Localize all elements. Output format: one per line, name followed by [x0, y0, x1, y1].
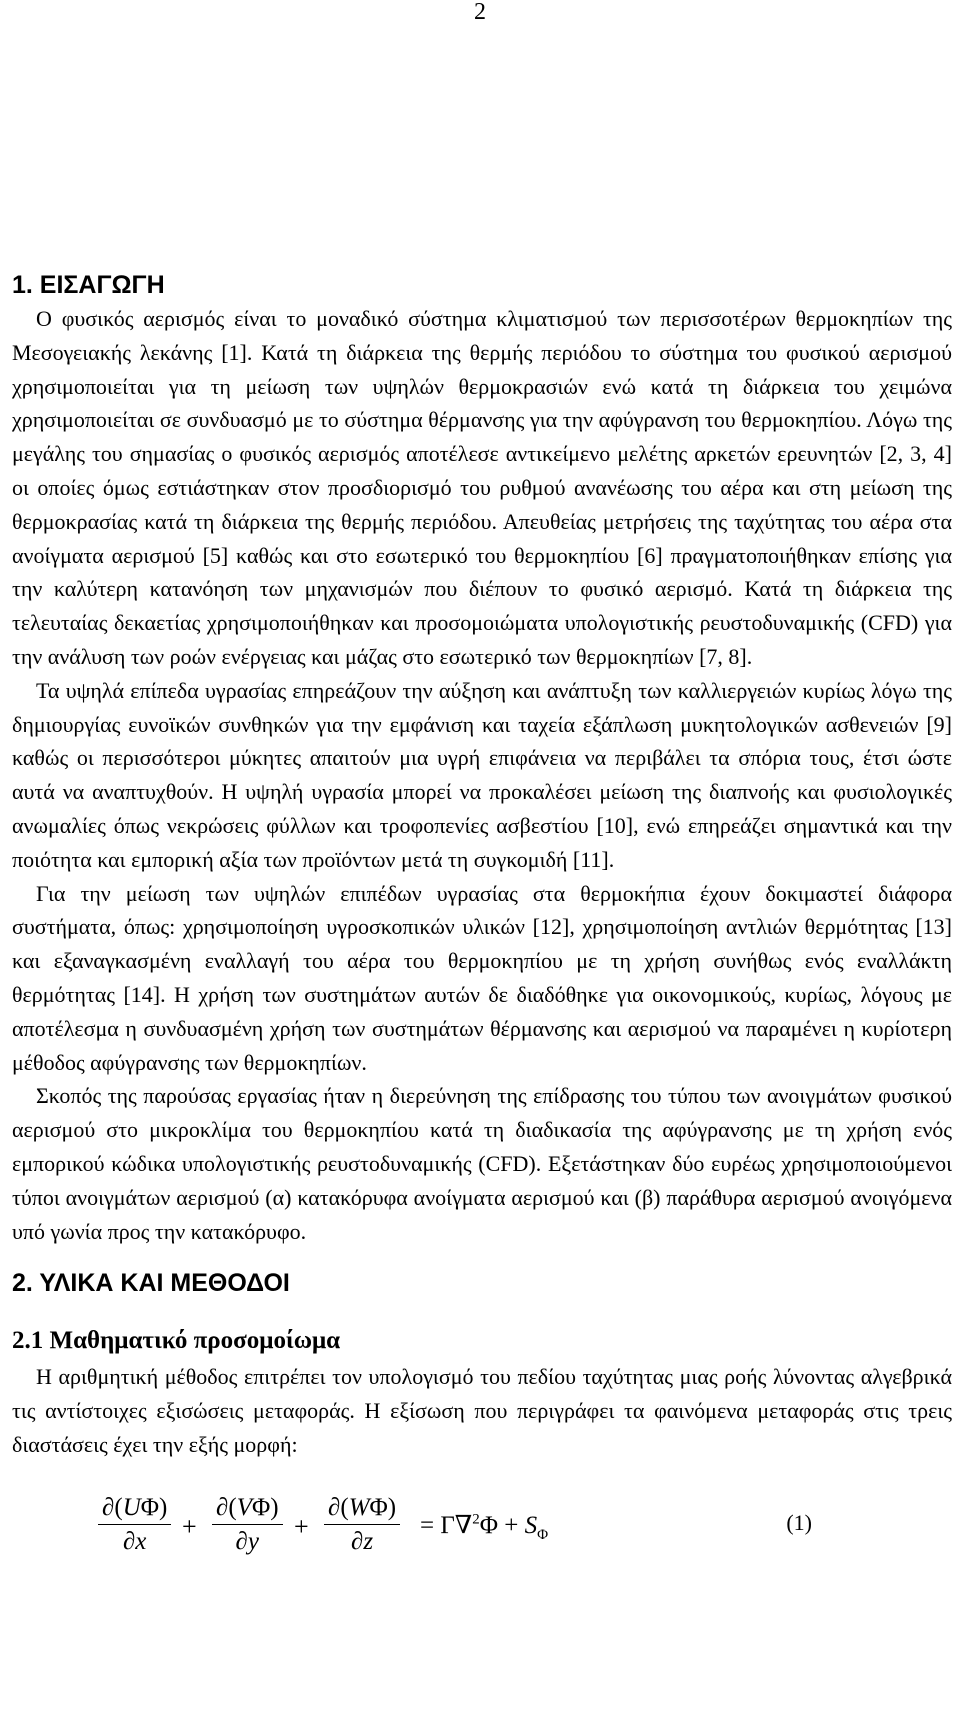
page-content	[12, 268, 952, 1572]
equation-term-x: $\frac{\partial(U\Phi)}{\partial x}$	[98, 1492, 171, 1559]
equation-term-y: $\frac{\partial(V\Phi)}{\partial y}$	[212, 1492, 283, 1559]
equation-plus-1: +	[182, 1511, 197, 1541]
subsection-heading-model: 2.1 Μαθηματικό προσομοίωμα	[12, 1327, 341, 1355]
equation-right-side: = $\Gamma\nabla^2\Phi + S_\Phi$	[420, 1511, 549, 1543]
transport-equation	[12, 1492, 952, 1572]
section-heading-materials-methods: 2. ΥΛΙΚΑ ΚΑΙ ΜΕΘΟΔΟΙ	[12, 1269, 290, 1298]
paragraph-2: Τα υψηλά επίπεδα υγρασίας επηρεάζουν την αύξηση και ανάπτυξη των καλλιεργειών κυρίως λόγω της δημιουργίας ευνοϊκών συνθηκών για την εμφάνιση και ταχεία εξάπλωση μυκητολογικών ασθενειών [9] καθώς οι περισσότεροι μύκητες απαιτούν μια υγρή επιφάνεια να περιβάλει τα σπόρια τους, έτσι ώστε αυτά να αναπτυχθούν. Η υψηλή υγρασία μπορεί να προκαλέσει μείωση της διαπνοής και φυσιολογικές ανωμαλίες όπως νεκρώσεις φύλλων και τροφοπενίες ασβεστίου [10], ενώ επηρεάζει σημαντικά και την ποιότητα και εμπορική αξία των προϊόντων μετά τη συγκομιδή [11].	[12, 677, 952, 872]
paragraph-3: Για την μείωση των υψηλών επιπέδων υγρασίας στα θερμοκήπια έχουν δοκιμαστεί διάφορα συστήματα, όπως: χρησιμοποίηση υγροσκοπικών υλικών [12], χρησιμοποίηση αντλιών θερμότητας [13] και εξαναγκασμένη εναλλαγή του αέρα του θερμοκηπίου με τη χρήση συνήθως ενός εναλλάκτη θερμότητας [14]. Η χρήση των συστημάτων αυτών δε διαδόθηκε για οικονομικούς, κυρίως, λόγους με αποτέλεσμα η συνδυασμένη χρήση των συστημάτων θέρμανσης και αερισμού να παραμένει η κυρίοτερη μέθοδος αφύγρανσης των θερμοκηπίων.	[12, 880, 952, 1075]
equation-number: (1)	[786, 1509, 812, 1535]
equation-term-z: $\frac{\partial(W\Phi)}{\partial z}$	[324, 1492, 400, 1559]
section-heading-introduction: 1. ΕΙΣΑΓΩΓΗ	[12, 271, 165, 299]
equation-plus-2: +	[294, 1511, 309, 1541]
page-number: 2	[474, 0, 486, 25]
paragraph-5: Η αριθμητική μέθοδος επιτρέπει τον υπολογισμό του πεδίου ταχύτητας μιας ροής λύνοντας αλγεβρικά τις αντίστοιχες εξισώσεις μεταφοράς. Η εξίσωση που περιγράφει τα φαινόμενα μεταφοράς στις τρεις διαστάσεις έχει την εξής μορφή:	[12, 1364, 952, 1457]
paragraph-4: Σκοπός της παρούσας εργασίας ήταν η διερεύνηση της επίδρασης του τύπου των ανοιγμάτων φυσικού αερισμού στο μικροκλίμα του θερμοκηπίου κατά τη διαδικασία της αφύγρανσης με τη χρήση ενός εμπορικού κώδικα υπολογιστικής ρευστοδυναμικής (CFD). Εξετάστηκαν δύο ευρέως χρησιμοποιούμενοι τύποι ανοιγμάτων αερισμού (α) κατακόρυφα ανοίγματα αερισμού και (β) παράθυρα αερισμού ανοιγόμενα υπό γωνία προς την κατακόρυφο.	[12, 1083, 952, 1244]
paragraph-1: Ο φυσικός αερισμός είναι το μοναδικό σύστημα κλιματισμού των περισσοτέρων θερμοκηπίων της Μεσογειακής λεκάνης [1]. Κατά τη διάρκεια της θερμής περιόδου το σύστημα του φυσικού αερισμού χρησιμοποιείται για τη μείωση των υψηλών θερμοκρασιών ενώ κατά τη διάρκεια του χειμώνα χρησιμοποιείται σε συνδυασμό με το σύστημα θέρμανσης για την αφύγρανση του θερμοκηπίου. Λόγω της μεγάλης του σημασίας ο φυσικός αερισμός αποτέλεσε αντικείμενο μελέτης αρκετών ερευνητών [2, 3, 4] οι οποίες όμως εστιάστηκαν στον προσδιορισμό του ρυθμού ανανέωσης του αέρα και στη μείωση της θερμοκρασίας κατά τη διάρκεια της θερμής περιόδου. Απευθείας μετρήσεις της ταχύτητας του αέρα στα ανοίγματα αερισμού [5] καθώς και στο εσωτερικό του θερμοκηπίου [6] πραγματοποιήθηκαν επίσης για την καλύτερη κατανόηση των μηχανισμών που διέπουν το φυσικό αερισμό. Κατά τη διάρκεια της τελευταίας δεκαετίας χρησιμοποιήθηκαν και προσομοιώματα υπολογιστικής ρευστοδυναμικής (CFD) για την ανάλυση των ροών ενέργειας και μάζας στο εσωτερικό των θερμοκηπίων [7, 8].	[12, 306, 952, 669]
